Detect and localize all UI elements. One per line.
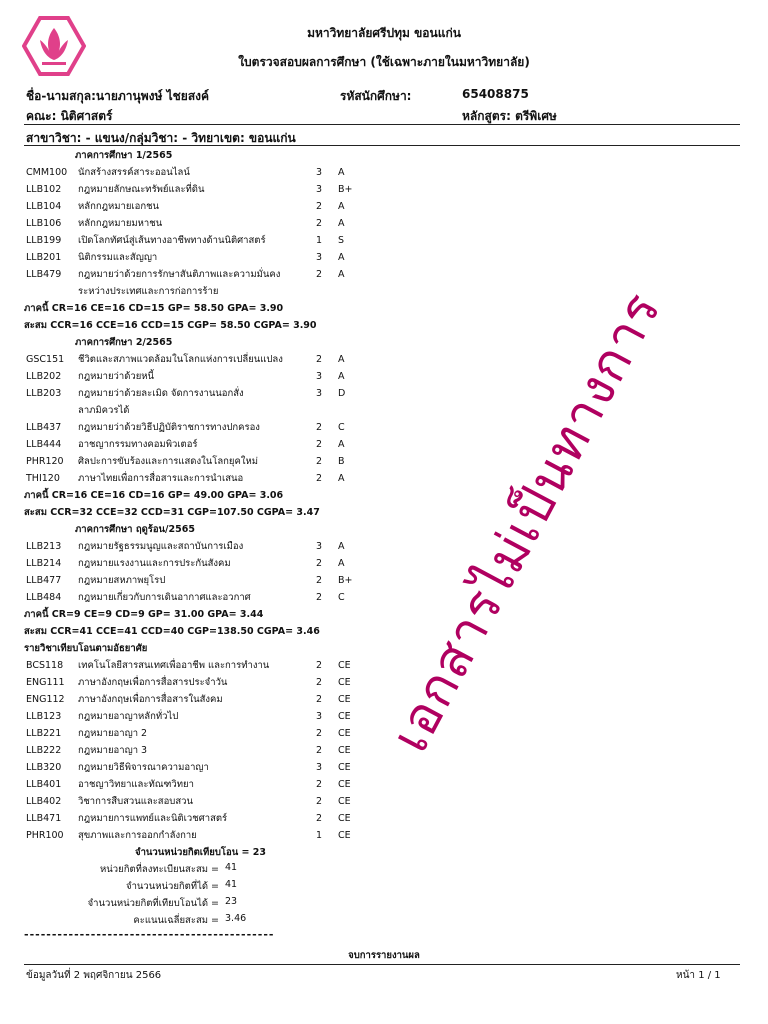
course-row	[26, 573, 386, 589]
course-code: LLB123	[26, 711, 62, 722]
course-row	[26, 369, 386, 385]
course-name: นิติกรรมและสัญญา	[78, 252, 158, 263]
course-credit: 3	[316, 184, 323, 195]
course-name: กฎหมายว่าด้วยละเมิด จัดการงานนอกสั่ง	[78, 388, 244, 399]
course-row	[26, 777, 386, 793]
course-credit: 2	[316, 439, 323, 450]
course-credit: 2	[316, 745, 323, 756]
course-credit: 3	[316, 167, 323, 178]
course-code: GSC151	[26, 354, 65, 365]
course-name: กฎหมายว่าด้วยการรักษาสันติภาพและความมั่นคง	[78, 269, 281, 280]
course-row	[26, 267, 386, 283]
course-grade: A	[338, 558, 345, 569]
course-code: LLB444	[26, 439, 62, 450]
report-date: ข้อมูลวันที่ 2 พฤศจิกายน 2566	[26, 970, 162, 981]
course-credit: 3	[316, 388, 323, 399]
document-title: ใบตรวจสอบผลการศึกษา (ใช้เฉพาะภายในมหาวิทยาลัย)	[238, 55, 530, 69]
course-credit: 3	[316, 252, 323, 263]
course-code: LLB471	[26, 813, 62, 824]
course-name: หลักกฎหมายมหาชน	[78, 218, 163, 229]
course-grade: CE	[338, 762, 351, 773]
course-credit: 3	[316, 541, 323, 552]
course-code: LLB201	[26, 252, 62, 263]
course-name: กฎหมายว่าด้วยวิธีปฏิบัติราชการทางปกครอง	[78, 422, 260, 433]
course-code: PHR100	[26, 830, 64, 841]
course-grade: A	[338, 201, 345, 212]
course-code: LLB202	[26, 371, 62, 382]
course-credit: 3	[316, 711, 323, 722]
course-row	[26, 352, 386, 368]
course-credit: 2	[316, 677, 323, 688]
faculty: คณะ: นิติศาสตร์	[26, 109, 113, 123]
watermark: เอกสารไม่เป็นทางการ	[380, 282, 673, 762]
course-grade: A	[338, 439, 345, 450]
course-credit: 2	[316, 575, 323, 586]
course-row	[26, 539, 386, 555]
course-row	[26, 216, 386, 232]
course-credit: 2	[316, 592, 323, 603]
course-name: ภาษาอังกฤษเพื่อการสื่อสารในสังคม	[78, 694, 223, 705]
course-code: LLB320	[26, 762, 62, 773]
course-grade: CE	[338, 677, 351, 688]
cumulative-stats: สะสม CCR=41 CCE=41 CCD=40 CGP=138.50 CGPA= 3.46	[24, 626, 320, 637]
course-row-continued	[26, 403, 386, 419]
course-row	[26, 437, 386, 453]
divider	[24, 964, 740, 965]
course-name: กฎหมายอาญา 3	[78, 745, 148, 756]
course-credit: 2	[316, 728, 323, 739]
semester-title: ภาคการศึกษา 2/2565	[75, 337, 173, 348]
course-grade: A	[338, 269, 345, 280]
course-row	[26, 420, 386, 436]
course-name: ภาษาอังกฤษเพื่อการสื่อสารประจำวัน	[78, 677, 228, 688]
course-credit: 2	[316, 558, 323, 569]
student-id: 65408875	[462, 87, 529, 101]
course-row	[26, 794, 386, 810]
course-name: อาชญาวิทยาและทัณฑวิทยา	[78, 779, 194, 790]
course-name: อาชญากรรมทางคอมพิวเตอร์	[78, 439, 198, 450]
course-grade: A	[338, 218, 345, 229]
page-number: หน้า 1 / 1	[676, 970, 721, 981]
course-row	[26, 182, 386, 198]
course-row	[26, 760, 386, 776]
course-row-continued	[26, 284, 386, 300]
course-credit: 2	[316, 201, 323, 212]
summary-value: 41	[225, 879, 238, 890]
major-line: สาขาวิชา: - แขนง/กลุ่มวิชา: - วิทยาเขต: ขอนแก่น	[26, 131, 296, 145]
transfer-total: จำนวนหน่วยกิตเทียบโอน = 23	[135, 847, 267, 858]
course-grade: B+	[338, 184, 353, 195]
term-stats: ภาคนี้ CR=16 CE=16 CD=15 GP= 58.50 GPA= 3.90	[24, 303, 284, 314]
course-code: LLB104	[26, 201, 62, 212]
course-grade: B	[338, 456, 345, 467]
course-code: LLB199	[26, 235, 62, 246]
course-credit: 2	[316, 422, 323, 433]
course-name: สุขภาพและการออกกำลังกาย	[78, 830, 197, 841]
course-name: กฎหมายเกี่ยวกับการเดินอากาศและอวกาศ	[78, 592, 251, 603]
summary-value: 41	[225, 862, 238, 873]
course-code: ENG111	[26, 677, 65, 688]
course-row	[26, 556, 386, 572]
summary-value: 3.46	[225, 913, 247, 924]
course-code: LLB222	[26, 745, 62, 756]
course-grade: CE	[338, 711, 351, 722]
course-grade: CE	[338, 779, 351, 790]
summary-label: จำนวนหน่วยกิตที่ได้ =	[126, 881, 219, 892]
course-row	[26, 828, 386, 844]
course-code: LLB402	[26, 796, 62, 807]
course-row	[26, 743, 386, 759]
course-name: กฎหมายวิธีพิจารณาความอาญา	[78, 762, 209, 773]
course-row	[26, 454, 386, 470]
transfer-title: รายวิชาเทียบโอนตามอัธยาศัย	[24, 643, 148, 654]
course-row	[26, 692, 386, 708]
course-credit: 2	[316, 473, 323, 484]
course-credit: 3	[316, 371, 323, 382]
course-grade: D	[338, 388, 346, 399]
course-row	[26, 165, 386, 181]
course-name: กฎหมายว่าด้วยหนี้	[78, 371, 155, 382]
course-grade: CE	[338, 694, 351, 705]
course-grade: A	[338, 252, 345, 263]
course-grade: CE	[338, 660, 351, 671]
course-name: กฎหมายอาญา 2	[78, 728, 148, 739]
course-code: BCS118	[26, 660, 64, 671]
course-code: LLB477	[26, 575, 62, 586]
course-row	[26, 811, 386, 827]
student-id-label: รหัสนักศึกษา:	[340, 89, 412, 103]
course-name-continued: ลาภมิควรได้	[78, 405, 130, 416]
course-row	[26, 386, 386, 402]
course-code: LLB214	[26, 558, 62, 569]
course-name: หลักกฎหมายเอกชน	[78, 201, 160, 212]
divider	[24, 124, 740, 125]
course-row	[26, 233, 386, 249]
course-code: CMM100	[26, 167, 68, 178]
course-code: LLB221	[26, 728, 62, 739]
course-code: LLB437	[26, 422, 62, 433]
course-row	[26, 471, 386, 487]
course-grade: CE	[338, 745, 351, 756]
course-grade: CE	[338, 728, 351, 739]
summary-label: จำนวนหน่วยกิตที่เทียบโอนได้ =	[87, 898, 219, 909]
divider	[24, 145, 740, 146]
course-row	[26, 709, 386, 725]
course-name: เปิดโลกทัศน์สู่เส้นทางอาชีพทางด้านนิติศาสตร์	[78, 235, 266, 246]
course-name: กฎหมายรัฐธรรมนูญและสถาบันการเมือง	[78, 541, 244, 552]
term-stats: ภาคนี้ CR=16 CE=16 CD=16 GP= 49.00 GPA= 3.06	[24, 490, 284, 501]
course-name: กฎหมายลักษณะทรัพย์และที่ดิน	[78, 184, 205, 195]
course-code: THI120	[26, 473, 60, 484]
cumulative-stats: สะสม CCR=16 CCE=16 CCD=15 CGP= 58.50 CGPA= 3.90	[24, 320, 317, 331]
course-code: LLB484	[26, 592, 62, 603]
course-name: วิชาการสืบสวนและสอบสวน	[78, 796, 193, 807]
course-grade: B+	[338, 575, 353, 586]
summary-label: คะแนนเฉลี่ยสะสม =	[133, 915, 219, 926]
term-stats: ภาคนี้ CR=9 CE=9 CD=9 GP= 31.00 GPA= 3.44	[24, 609, 264, 620]
course-grade: C	[338, 422, 345, 433]
student-name: ชื่อ-นามสกุล:นายภานุพงษ์ ไชยสงค์	[26, 89, 210, 103]
course-credit: 2	[316, 813, 323, 824]
course-credit: 2	[316, 456, 323, 467]
course-row	[26, 250, 386, 266]
course-name-continued: ระหว่างประเทศและการก่อการร้าย	[78, 286, 219, 297]
end-of-report: จบการรายงานผล	[348, 950, 420, 961]
course-grade: A	[338, 541, 345, 552]
course-row	[26, 199, 386, 215]
course-code: LLB102	[26, 184, 62, 195]
course-code: PHR120	[26, 456, 64, 467]
course-name: กฎหมายแรงงานและการประกันสังคม	[78, 558, 231, 569]
course-grade: CE	[338, 830, 351, 841]
cumulative-stats: สะสม CCR=32 CCE=32 CCD=31 CGP=107.50 CGPA= 3.47	[24, 507, 320, 518]
summary-label: หน่วยกิตที่ลงทะเบียนสะสม =	[100, 864, 219, 875]
semester-title: ภาคการศึกษา 1/2565	[75, 150, 173, 161]
semester-title: ภาคการศึกษา ฤดูร้อน/2565	[75, 524, 195, 535]
course-name: เทคโนโลยีสารสนเทศเพื่ออาชีพ และการทำงาน	[78, 660, 270, 671]
university-name: มหาวิทยาลัยศรีปทุม ขอนแก่น	[307, 26, 461, 40]
course-code: LLB203	[26, 388, 62, 399]
course-row	[26, 726, 386, 742]
course-credit: 1	[316, 830, 323, 841]
course-grade: A	[338, 354, 345, 365]
course-grade: CE	[338, 813, 351, 824]
course-grade: A	[338, 473, 345, 484]
course-row	[26, 675, 386, 691]
course-grade: S	[338, 235, 345, 246]
course-credit: 2	[316, 796, 323, 807]
course-row	[26, 590, 386, 606]
course-credit: 2	[316, 269, 323, 280]
course-credit: 2	[316, 660, 323, 671]
course-code: LLB106	[26, 218, 62, 229]
course-grade: A	[338, 371, 345, 382]
course-credit: 1	[316, 235, 323, 246]
course-name: กฎหมายสหภาพยุโรป	[78, 575, 166, 586]
course-credit: 3	[316, 762, 323, 773]
course-grade: C	[338, 592, 345, 603]
summary-value: 23	[225, 896, 238, 907]
course-code: LLB401	[26, 779, 62, 790]
course-name: ภาษาไทยเพื่อการสื่อสารและการนำเสนอ	[78, 473, 244, 484]
course-code: LLB213	[26, 541, 62, 552]
course-name: กฎหมายการแพทย์และนิติเวชศาสตร์	[78, 813, 228, 824]
course-credit: 2	[316, 218, 323, 229]
course-name: นักสร้างสรรค์สาระออนไลน์	[78, 167, 190, 178]
course-credit: 2	[316, 779, 323, 790]
course-name: ศิลปะการขับร้องและการแสดงในโลกยุคใหม่	[78, 456, 259, 467]
course-credit: 2	[316, 354, 323, 365]
course-name: ชีวิตและสภาพแวดล้อมในโลกแห่งการเปลี่ยนแปลง	[78, 354, 283, 365]
course-grade: A	[338, 167, 345, 178]
course-credit: 2	[316, 694, 323, 705]
course-name: กฎหมายอาญาหลักทั่วไป	[78, 711, 179, 722]
program: หลักสูตร: ตรีพิเศษ	[462, 109, 557, 123]
dashed-separator: ---------------------------------------------	[24, 928, 275, 941]
course-grade: CE	[338, 796, 351, 807]
course-code: ENG112	[26, 694, 65, 705]
course-row	[26, 658, 386, 674]
course-code: LLB479	[26, 269, 62, 280]
